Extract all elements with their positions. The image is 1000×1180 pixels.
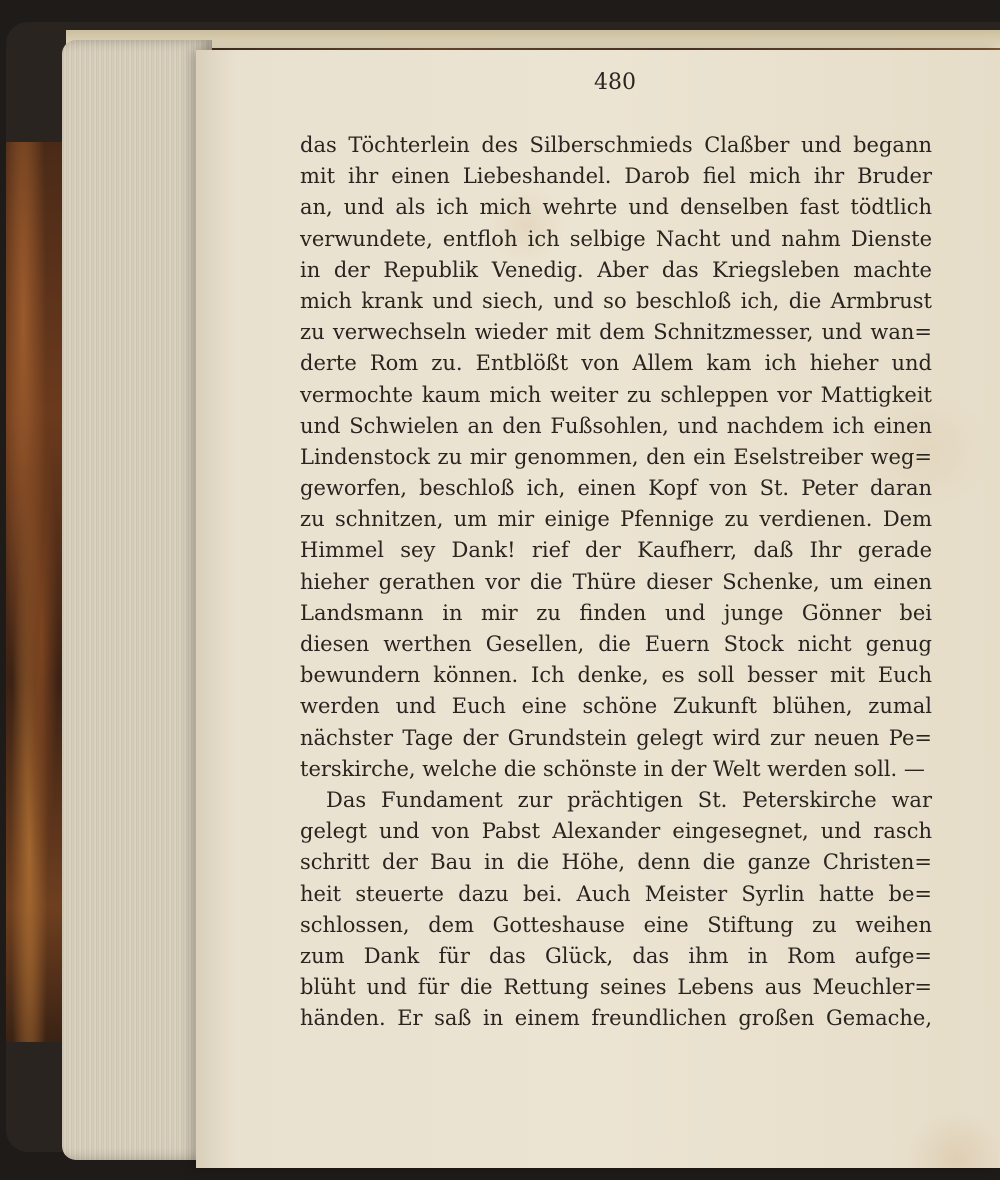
text-line: an, und als ich mich wehrte und denselben fast tödtlich: [300, 195, 932, 220]
text-line: terskirche, welche die schönste in der Welt werden soll. —: [300, 756, 925, 781]
page-text: [300, 130, 932, 1034]
marbled-cover-edge: [6, 142, 64, 1042]
text-line: heit steuerte dazu bei. Auch Meister Syrlin hatte be=: [300, 881, 932, 906]
text-line: Lindenstock zu mir genommen, den ein Eselstreiber weg=: [300, 444, 932, 469]
text-line: das Töchterlein des Silberschmieds Claßber und begann: [300, 133, 932, 157]
text-line: verwundete, entfloh ich selbige Nacht und nahm Dienste: [300, 226, 932, 251]
text-line: Himmel sey Dank! rief der Kaufherr, daß Ihr gerade: [300, 538, 932, 563]
text-line: nächster Tage der Grundstein gelegt wird zur neuen Pe=: [300, 725, 932, 750]
text-line: hieher gerathen vor die Thüre dieser Schenke, um einen: [300, 569, 932, 594]
text-line: mich krank und siech, und so beschloß ich, die Armbrust: [300, 288, 932, 313]
text-line: diesen werthen Gesellen, die Euern Stock nicht genug: [300, 632, 932, 656]
text-line: in der Republik Venedig. Aber das Kriegsleben machte: [300, 257, 932, 282]
text-line: werden und Euch eine schöne Zukunft blühen, zumal: [300, 694, 932, 719]
text-line: schlossen, dem Gotteshause eine Stiftung zu weihen: [300, 912, 932, 937]
page-number: 480: [594, 70, 636, 95]
text-line: gelegt und von Pabst Alexander eingesegnet, und rasch: [300, 819, 932, 844]
text-line: blüht und für die Rettung seines Lebens aus Meuchler=: [300, 975, 932, 1000]
text-line: mit ihr einen Liebeshandel. Darob fiel mich ihr Bruder: [300, 164, 932, 189]
book-page: [196, 50, 1000, 1168]
text-line: Das Fundament zur prächtigen St. Peterskirche war: [326, 787, 932, 812]
text-line: zu verwechseln wieder mit dem Schnitzmesser, und wan=: [300, 320, 932, 345]
page-stack-edge: [62, 40, 212, 1160]
text-line: zu schnitzen, um mir einige Pfennige zu verdienen. Dem: [300, 507, 932, 532]
text-line: bewundern können. Ich denke, es soll besser mit Euch: [300, 663, 932, 688]
text-line: zum Dank für das Glück, das ihm in Rom aufge=: [300, 943, 932, 968]
text-line: schritt der Bau in die Höhe, denn die ganze Christen=: [300, 850, 932, 875]
text-line: geworfen, beschloß ich, einen Kopf von St. Peter daran: [300, 476, 932, 501]
text-line: vermochte kaum mich weiter zu schleppen vor Mattigkeit: [300, 382, 932, 407]
text-line: derte Rom zu. Entblößt von Allem kam ich hieher und: [300, 351, 932, 376]
text-line: Landsmann in mir zu finden und junge Gönner bei: [300, 600, 932, 625]
text-line: händen. Er saß in einem freundlichen großen Gemache,: [300, 1006, 932, 1031]
text-line: und Schwielen an den Fußsohlen, und nachdem ich einen: [300, 413, 932, 438]
